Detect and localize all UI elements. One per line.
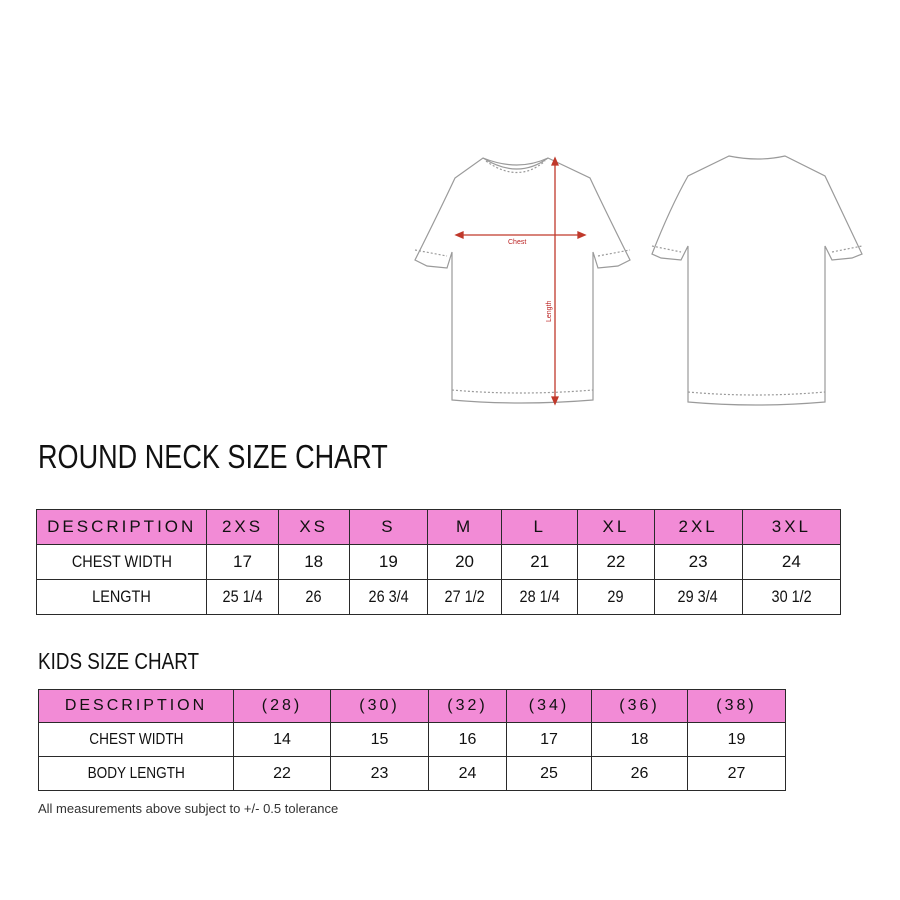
table-header-row [39,690,786,723]
table-cell: 24 [742,545,840,580]
table-cell: 27 [688,757,786,791]
cell-text: 25 1/4 [222,587,263,606]
round-neck-title: ROUND NECK SIZE CHART [38,438,388,475]
header-cell: S [349,510,427,545]
table-cell: 26 [592,757,688,791]
table-row [39,723,786,757]
row-label [39,723,234,757]
table-cell: 23 [331,757,429,791]
cell-text: 30 1/2 [771,587,812,606]
tshirt-back-icon [652,156,862,405]
table-cell: 17 [507,723,592,757]
table-row [37,545,841,580]
row-label [37,545,207,580]
header-cell: 2XL [654,510,742,545]
kids-title: KIDS SIZE CHART [38,648,200,674]
row-label-text: BODY LENGTH [87,764,185,782]
header-cell: DESCRIPTION [39,690,234,723]
table-cell [742,580,840,615]
table-row [39,757,786,791]
tolerance-note: All measurements above subject to +/- 0.5 tolerance [38,801,339,816]
cell-text: 26 [305,587,322,606]
row-label-text: CHEST WIDTH [71,552,172,571]
row-label [37,580,207,615]
table-cell: 21 [502,545,578,580]
header-cell: (30) [331,690,429,723]
header-cell: (28) [234,690,331,723]
cell-text: 28 1/4 [519,587,560,606]
header-cell: L [502,510,578,545]
header-cell: M [427,510,501,545]
chest-label: Chest [508,239,527,246]
tshirt-front-icon [415,158,630,403]
tshirt-illustration [400,150,880,415]
header-cell: (38) [688,690,786,723]
header-cell: (34) [507,690,592,723]
table-cell [578,580,654,615]
header-cell: 3XL [742,510,840,545]
header-cell: (32) [429,690,507,723]
table-header-row [37,510,841,545]
table-cell: 18 [278,545,349,580]
header-cell: 2XS [207,510,278,545]
table-row [37,580,841,615]
header-cell: DESCRIPTION [37,510,207,545]
table-cell [349,580,427,615]
cell-text: 26 3/4 [368,587,409,606]
header-cell: XL [578,510,654,545]
table-cell: 18 [592,723,688,757]
header-cell: XS [278,510,349,545]
length-label: Length [546,300,553,322]
cell-text: 29 [607,587,624,606]
table-cell [207,580,278,615]
table-cell [654,580,742,615]
table-cell: 22 [578,545,654,580]
table-cell: 23 [654,545,742,580]
table-cell: 24 [429,757,507,791]
table-cell [427,580,501,615]
row-label [39,757,234,791]
cell-text: 27 1/2 [444,587,485,606]
table-cell: 19 [349,545,427,580]
table-cell: 15 [331,723,429,757]
table-cell: 16 [429,723,507,757]
table-cell: 20 [427,545,501,580]
table-cell: 14 [234,723,331,757]
header-cell: (36) [592,690,688,723]
table-cell: 19 [688,723,786,757]
table-cell [278,580,349,615]
table-cell: 17 [207,545,278,580]
table-cell: 22 [234,757,331,791]
table-cell: 25 [507,757,592,791]
row-label-text: CHEST WIDTH [88,730,184,748]
cell-text: 29 3/4 [678,587,719,606]
row-label-text: LENGTH [92,587,152,606]
kids-size-table [38,689,786,791]
table-cell [502,580,578,615]
round-neck-size-table [36,509,841,615]
